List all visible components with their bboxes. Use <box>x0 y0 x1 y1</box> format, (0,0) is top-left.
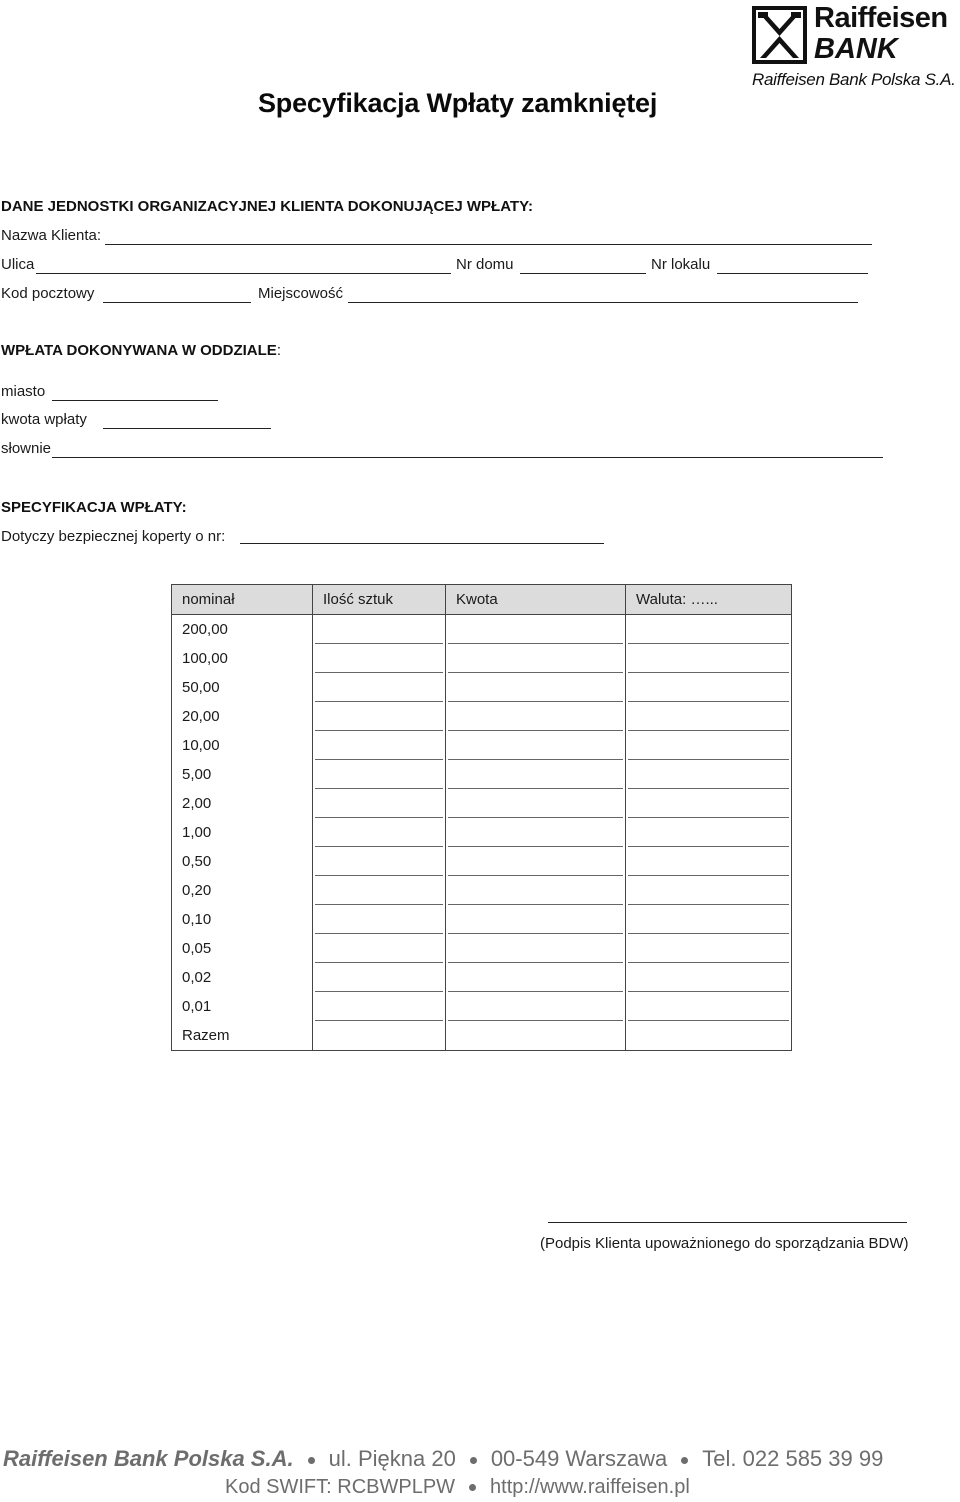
page-title: Specyfikacja Wpłaty zamkniętej <box>258 88 658 118</box>
postal-code-label: Kod pocztowy <box>1 285 95 302</box>
input-box[interactable] <box>315 934 443 963</box>
envelope-label: Dotyczy bezpiecznej koperty o nr: <box>1 528 226 545</box>
denomination-cell: 0,05 <box>172 934 313 963</box>
signature-line[interactable] <box>548 1222 907 1223</box>
input-box[interactable] <box>315 818 443 847</box>
table-row <box>172 673 792 702</box>
input-box[interactable] <box>448 847 623 876</box>
input-box[interactable] <box>628 1021 789 1049</box>
footer-street: ul. Piękna 20 <box>328 1446 456 1471</box>
separator-dot-icon <box>470 1457 477 1464</box>
denomination-cell: 20,00 <box>172 702 313 731</box>
denomination-cell: 0,20 <box>172 876 313 905</box>
input-box[interactable] <box>448 818 623 847</box>
footer-contact <box>225 1476 690 1499</box>
separator-dot-icon <box>681 1457 688 1464</box>
header-denomination: nominał <box>172 585 313 615</box>
table-row <box>172 731 792 760</box>
input-box[interactable] <box>448 1021 623 1049</box>
input-box[interactable] <box>628 905 789 934</box>
input-box[interactable] <box>628 847 789 876</box>
quantity-cell[interactable] <box>313 847 446 876</box>
apartment-number-field[interactable] <box>717 273 868 274</box>
postal-code-field[interactable] <box>103 302 251 303</box>
denomination-cell: 1,00 <box>172 818 313 847</box>
input-box[interactable] <box>448 644 623 673</box>
table-row <box>172 644 792 673</box>
denomination-cell: 2,00 <box>172 789 313 818</box>
footer-city: 00-549 Warszawa <box>490 1446 668 1471</box>
input-box[interactable] <box>315 644 443 673</box>
quantity-cell[interactable] <box>313 702 446 731</box>
input-box[interactable] <box>448 760 623 789</box>
quantity-cell[interactable] <box>313 992 446 1021</box>
amount-words-label: słownie <box>1 440 52 457</box>
footer-swift: Kod SWIFT: RCBWPLPW <box>225 1476 456 1498</box>
denomination-cell: 200,00 <box>172 614 313 644</box>
signature-label: (Podpis Klienta upoważnionego do sporządzania BDW) <box>540 1235 909 1252</box>
amount-cell[interactable] <box>446 992 626 1021</box>
currency-cell[interactable] <box>626 847 792 876</box>
bank-logo <box>752 4 957 94</box>
table-row <box>172 702 792 731</box>
header-amount: Kwota <box>446 585 626 615</box>
quantity-cell[interactable] <box>313 614 446 644</box>
separator-dot-icon <box>469 1484 476 1491</box>
denomination-cell: 0,02 <box>172 963 313 992</box>
currency-cell[interactable] <box>626 963 792 992</box>
table-row <box>172 963 792 992</box>
quantity-cell[interactable] <box>313 905 446 934</box>
denomination-cell: 10,00 <box>172 731 313 760</box>
amount-words-field[interactable] <box>52 457 883 458</box>
input-box[interactable] <box>315 615 443 644</box>
input-box[interactable] <box>628 963 789 992</box>
denomination-cell: 50,00 <box>172 673 313 702</box>
input-box[interactable] <box>448 992 623 1021</box>
currency-cell[interactable] <box>626 644 792 673</box>
input-box[interactable] <box>628 673 789 702</box>
currency-cell[interactable] <box>626 992 792 1021</box>
input-box[interactable] <box>448 615 623 644</box>
street-field[interactable] <box>36 273 451 274</box>
client-name-field[interactable] <box>105 244 872 245</box>
denomination-table <box>171 584 792 1051</box>
denomination-cell: 100,00 <box>172 644 313 673</box>
table-row <box>172 818 792 847</box>
table-row <box>172 876 792 905</box>
input-box[interactable] <box>628 818 789 847</box>
denomination-cell: 0,50 <box>172 847 313 876</box>
client-section-heading: DANE JEDNOSTKI ORGANIZACYJNEJ KLIENTA DOKONUJĄCEJ WPŁATY: <box>1 198 533 215</box>
amount-cell[interactable] <box>446 876 626 905</box>
footer-phone: Tel. 022 585 39 99 <box>702 1446 884 1471</box>
input-box[interactable] <box>628 992 789 1021</box>
input-box[interactable] <box>628 876 789 905</box>
table-row <box>172 847 792 876</box>
input-box[interactable] <box>628 934 789 963</box>
denomination-cell: Razem <box>172 1021 313 1050</box>
input-box[interactable] <box>448 702 623 731</box>
denomination-cell: 0,01 <box>172 992 313 1021</box>
logo-bank: BANK <box>814 33 898 65</box>
amount-cell[interactable] <box>446 673 626 702</box>
denomination-cell: 5,00 <box>172 760 313 789</box>
currency-cell[interactable] <box>626 1021 792 1050</box>
quantity-cell[interactable] <box>313 760 446 789</box>
input-box[interactable] <box>315 673 443 702</box>
amount-cell[interactable] <box>446 847 626 876</box>
amount-cell[interactable] <box>446 1021 626 1050</box>
quantity-cell[interactable] <box>313 934 446 963</box>
envelope-number-field[interactable] <box>240 543 604 544</box>
currency-cell[interactable] <box>626 702 792 731</box>
amount-cell[interactable] <box>446 702 626 731</box>
input-box[interactable] <box>628 731 789 760</box>
input-box[interactable] <box>315 992 443 1021</box>
input-box[interactable] <box>315 702 443 731</box>
input-box[interactable] <box>628 615 789 644</box>
table-row <box>172 905 792 934</box>
footer-company: Raiffeisen Bank Polska S.A. <box>3 1446 294 1471</box>
amount-label: kwota wpłaty <box>1 411 87 428</box>
city-label: Miejscowość <box>258 285 344 302</box>
amount-cell[interactable] <box>446 934 626 963</box>
amount-field[interactable] <box>103 428 271 429</box>
branch-heading-text: WPŁATA DOKONYWANA W ODDZIALE <box>1 342 277 359</box>
quantity-cell[interactable] <box>313 818 446 847</box>
quantity-cell[interactable] <box>313 673 446 702</box>
input-box[interactable] <box>448 789 623 818</box>
house-number-field[interactable] <box>520 273 646 274</box>
amount-cell[interactable] <box>446 644 626 673</box>
quantity-cell[interactable] <box>313 1021 446 1050</box>
input-box[interactable] <box>628 644 789 673</box>
table-row <box>172 992 792 1021</box>
input-box[interactable] <box>315 876 443 905</box>
client-name-label: Nazwa Klienta: <box>1 227 102 244</box>
input-box[interactable] <box>448 905 623 934</box>
table-header-row <box>172 585 792 615</box>
amount-cell[interactable] <box>446 614 626 644</box>
amount-cell[interactable] <box>446 731 626 760</box>
branch-heading-colon: : <box>276 342 281 359</box>
branch-section-heading <box>1 342 281 359</box>
input-box[interactable] <box>448 876 623 905</box>
input-box[interactable] <box>628 789 789 818</box>
quantity-cell[interactable] <box>313 789 446 818</box>
street-label: Ulica <box>1 256 35 273</box>
quantity-cell[interactable] <box>313 644 446 673</box>
input-box[interactable] <box>315 1021 443 1049</box>
amount-cell[interactable] <box>446 963 626 992</box>
input-box[interactable] <box>315 963 443 992</box>
input-box[interactable] <box>315 731 443 760</box>
footer-address <box>3 1446 883 1472</box>
input-box[interactable] <box>448 731 623 760</box>
input-box[interactable] <box>628 702 789 731</box>
house-number-label: Nr domu <box>456 256 514 273</box>
header-currency: Waluta: …... <box>626 585 792 615</box>
logo-subtitle: Raiffeisen Bank Polska S.A. <box>752 70 956 89</box>
currency-cell[interactable] <box>626 614 792 644</box>
amount-cell[interactable] <box>446 818 626 847</box>
currency-cell[interactable] <box>626 934 792 963</box>
city-field[interactable] <box>348 302 858 303</box>
branch-city-field[interactable] <box>52 400 218 401</box>
currency-cell[interactable] <box>626 818 792 847</box>
table-row <box>172 760 792 789</box>
currency-cell[interactable] <box>626 876 792 905</box>
table-row <box>172 934 792 963</box>
quantity-cell[interactable] <box>313 963 446 992</box>
input-box[interactable] <box>315 847 443 876</box>
currency-cell[interactable] <box>626 731 792 760</box>
table-row <box>172 614 792 644</box>
footer-website[interactable]: http://www.raiffeisen.pl <box>490 1476 690 1498</box>
currency-cell[interactable] <box>626 905 792 934</box>
amount-cell[interactable] <box>446 905 626 934</box>
currency-cell[interactable] <box>626 789 792 818</box>
input-box[interactable] <box>448 934 623 963</box>
separator-dot-icon <box>308 1457 315 1464</box>
amount-cell[interactable] <box>446 760 626 789</box>
amount-cell[interactable] <box>446 789 626 818</box>
input-box[interactable] <box>315 789 443 818</box>
input-box[interactable] <box>628 760 789 789</box>
branch-city-label: miasto <box>1 383 46 400</box>
spec-section-heading: SPECYFIKACJA WPŁATY: <box>1 499 187 516</box>
table-row <box>172 789 792 818</box>
quantity-cell[interactable] <box>313 731 446 760</box>
logo-wordmark: Raiffeisen <box>814 2 948 34</box>
raiffeisen-gable-icon <box>752 6 807 64</box>
input-box[interactable] <box>448 963 623 992</box>
quantity-cell[interactable] <box>313 876 446 905</box>
table-row <box>172 1021 792 1050</box>
apartment-number-label: Nr lokalu <box>651 256 711 273</box>
input-box[interactable] <box>448 673 623 702</box>
denomination-cell: 0,10 <box>172 905 313 934</box>
header-quantity: Ilość sztuk <box>313 585 446 615</box>
input-box[interactable] <box>315 760 443 789</box>
currency-cell[interactable] <box>626 760 792 789</box>
currency-cell[interactable] <box>626 673 792 702</box>
input-box[interactable] <box>315 905 443 934</box>
